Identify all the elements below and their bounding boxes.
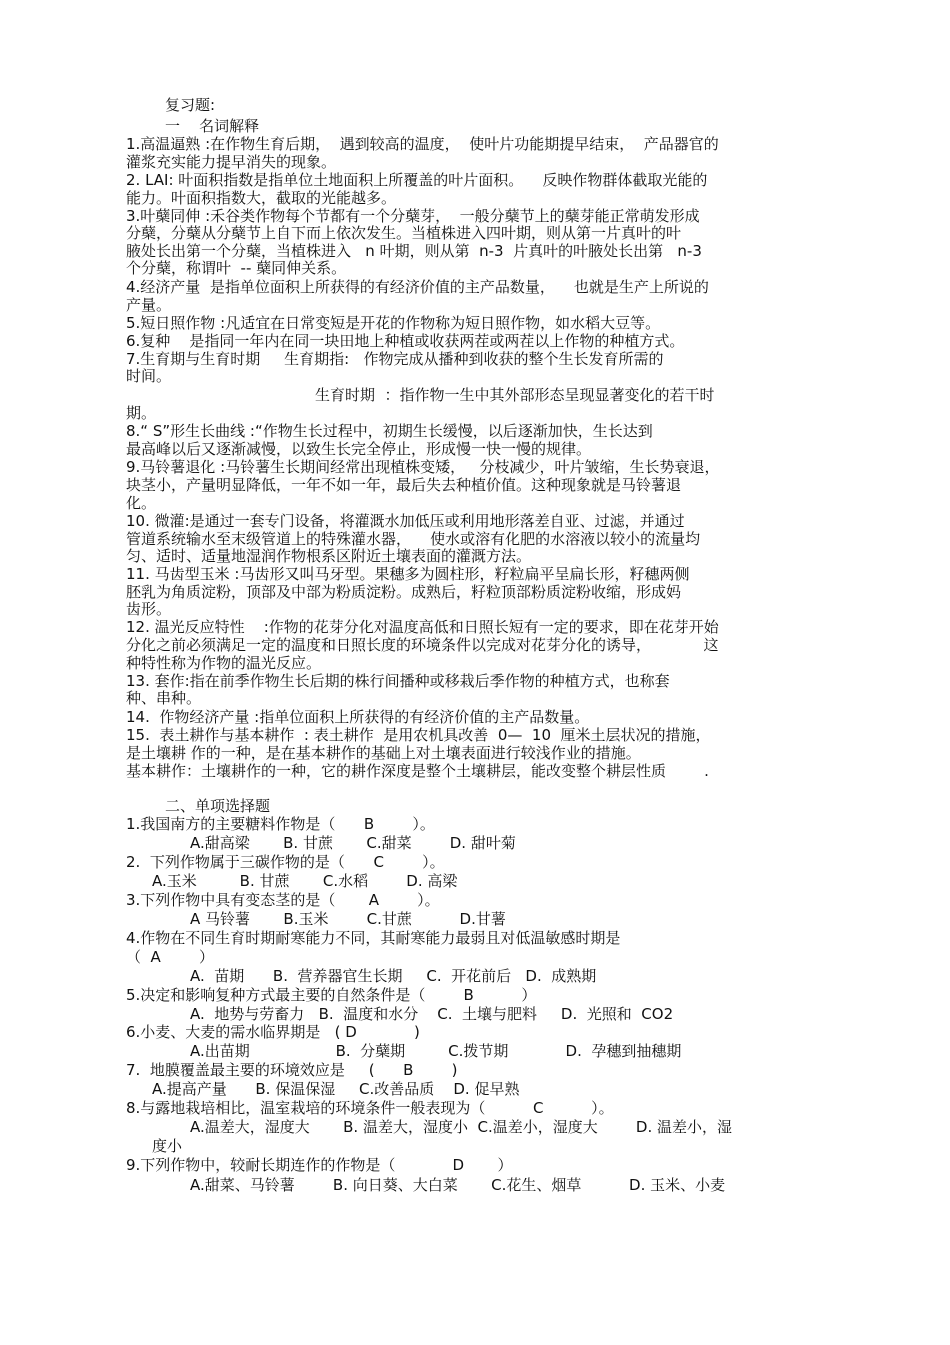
text-line: 是土壤耕 作的一种，是在基本耕作的基础上对土壤表面进行较浅作业的措施。: [126, 744, 641, 762]
text-line: 11. 马齿型玉米 :马齿形又叫马牙型。果穗多为圆柱形，籽粒扁平呈扁长形，籽穗两侧: [126, 565, 690, 583]
text-line: 块茎小，产量明显降低，一年不如一年，最后失去种植价值。这种现象就是马铃薯退: [126, 476, 682, 494]
text-line: 10. 微灌:是通过一套专门设备，将灌溉水加低压或利用地形落差自亚、过滤，并通过: [126, 512, 685, 530]
question-line: 4.作物在不同生育时期耐寒能力不同，其耐寒能力最弱且对低温敏感时期是: [126, 929, 621, 947]
text-line: 分蘖，分蘖从分蘖节上自下而上依次发生。当植株进入四叶期，则从第一片真叶的叶: [126, 224, 682, 242]
question-line: 1.我国南方的主要糖料作物是（ B ）。: [126, 815, 435, 833]
text-line: 最高峰以后又逐渐减慢，以致生长完全停止，形成慢一快一慢的规律。: [126, 440, 592, 458]
text-line: 腋处长出第一个分蘖，当植株进入 n 叶期，则从第 n-3 片真叶的叶腋处长出第 n-3: [126, 242, 702, 260]
question-line: 6.小麦、大麦的需水临界期是 ( D ): [126, 1023, 420, 1041]
text-line: 2. LAI: 叶面积指数是指单位土地面积上所覆盖的叶片面积。 反映作物群体截取光能的: [126, 171, 708, 189]
text-line: 管道系统输水至末级管道上的特殊灌水器， 使水或溶有化肥的水溶液以较小的流量均: [126, 530, 701, 548]
text-line: 化。: [126, 494, 157, 512]
text-line: 生育时期 ：指作物一生中其外部形态呈现显著变化的若干时: [315, 386, 715, 404]
section-heading-terms: 一 名词解释: [165, 117, 260, 135]
text-line: 9.马铃薯退化 :马铃薯生长期间经常出现植株变矮， 分枝减少，叶片皱缩，生长势衰退，: [126, 458, 720, 476]
text-line: 7.生育期与生育时期 生育期指: 作物完成从播种到收获的整个生长发育所需的: [126, 350, 664, 368]
question-line: 3.下列作物中具有变态茎的是（ A ）。: [126, 891, 440, 909]
text-line: 8.“ S”形生长曲线 :“作物生长过程中，初期生长缓慢，以后逐渐加快，生长达到: [126, 422, 653, 440]
text-line: 产量。: [126, 296, 172, 314]
text-line: 3.叶蘖同伸 :禾谷类作物每个节都有一个分蘖芽， 一般分蘖节上的蘖芽能正常萌发形成: [126, 207, 700, 225]
text-line: 12. 温光反应特性 :作物的花芽分化对温度高低和日照长短有一定的要求，即在花芽开始: [126, 618, 719, 636]
options-line: A.温差大，湿度大 B. 温差大，湿度小 C.温差小，湿度大 D. 温差小，湿: [190, 1118, 732, 1136]
options-line: A 马铃薯 B.玉米 C.甘蔗 D.甘薯: [190, 910, 506, 928]
options-line: A.出苗期 B. 分蘖期 C.拨节期 D. 孕穗到抽穗期: [190, 1042, 682, 1060]
text-line: 5.短日照作物 :凡适宜在日常变短是开花的作物称为短日照作物，如水稻大豆等。: [126, 314, 661, 332]
text-line: 基本耕作：土壤耕作的一种，它的耕作深度是整个土壤耕层，能改变整个耕层性质 .: [126, 762, 709, 780]
options-line: A. 苗期 B. 营养器官生长期 C. 开花前后 D. 成熟期: [190, 967, 597, 985]
text-line: 个分蘖，称谓叶 -- 蘖同伸关系。: [126, 259, 347, 277]
text-line: 1.高温逼熟 :在作物生育后期， 遇到较高的温度， 使叶片功能期提早结束， 产品器官的: [126, 135, 719, 153]
text-line: 匀、适时、适量地湿润作物根系区附近土壤表面的灌溉方法。: [126, 547, 532, 565]
text-line: 种、串种。: [126, 689, 202, 707]
text-line: 15. 表土耕作与基本耕作 : 表土耕作 是用农机具改善 0— 10 厘米土层状况的措施，: [126, 726, 711, 744]
text-line: 6.复种 是指同一年内在同一块田地上种植或收获两茬或两茬以上作物的种植方式。: [126, 332, 685, 350]
text-line: 种特性称为作物的温光反应。: [126, 654, 322, 672]
text-line: 13. 套作:指在前季作物生长后期的株行间播种或移栽后季作物的种植方式，也称套: [126, 672, 670, 690]
question-line: 7. 地膜覆盖最主要的环境效应是 ( B ): [126, 1061, 458, 1079]
text-line: 期。: [126, 404, 157, 422]
text-line: 能力。叶面积指数大，截取的光能越多。: [126, 189, 397, 207]
text-line: 胚乳为角质淀粉，顶部及中部为粉质淀粉。成熟后，籽粒顶部粉质淀粉收缩，形成妈: [126, 583, 682, 601]
question-line: 9.下列作物中，较耐长期连作的作物是（ D ）: [126, 1156, 513, 1174]
text-line: 4.经济产量 是指单位面积上所获得的有经济价值的主产品数量， 也就是生产上所说的: [126, 278, 709, 296]
text-line: 时间。: [126, 367, 172, 385]
question-line: 5.决定和影响复种方式最主要的自然条件是（ B ）: [126, 986, 537, 1004]
options-line: A.甜菜、马铃薯 B. 向日葵、大白菜 C.花生、烟草 D. 玉米、小麦: [190, 1176, 726, 1194]
text-line: 齿形。: [126, 600, 172, 618]
options-line: A.甜高梁 B. 甘蔗 C.甜菜 D. 甜叶菊: [190, 834, 516, 852]
text-line: 14. 作物经济产量 :指单位面积上所获得的有经济价值的主产品数量。: [126, 708, 590, 726]
options-line: A. 地势与劳畜力 B. 温度和水分 C. 土壤与肥料 D. 光照和 CO2: [190, 1005, 674, 1023]
options-line: A.提高产量 B. 保温保湿 C.改善品质 D. 促早熟: [152, 1080, 520, 1098]
section-heading-choice: 二、单项选择题: [165, 797, 271, 815]
options-line: 度小: [152, 1137, 183, 1155]
answer-line: （ A ）: [126, 948, 214, 966]
options-line: A.玉米 B. 甘蔗 C.水稻 D. 高梁: [152, 872, 458, 890]
question-line: 2. 下列作物属于三碳作物的是（ C ）。: [126, 853, 445, 871]
text-line: 分化之前必须满足一定的温度和日照长度的环境条件以完成对花芽分化的诱导， 这: [126, 636, 719, 654]
doc-title: 复习题:: [165, 96, 216, 114]
question-line: 8.与露地栽培相比，温室栽培的环境条件一般表现为（ C ）。: [126, 1099, 614, 1117]
text-line: 灌浆充实能力提早消失的现象。: [126, 153, 337, 171]
